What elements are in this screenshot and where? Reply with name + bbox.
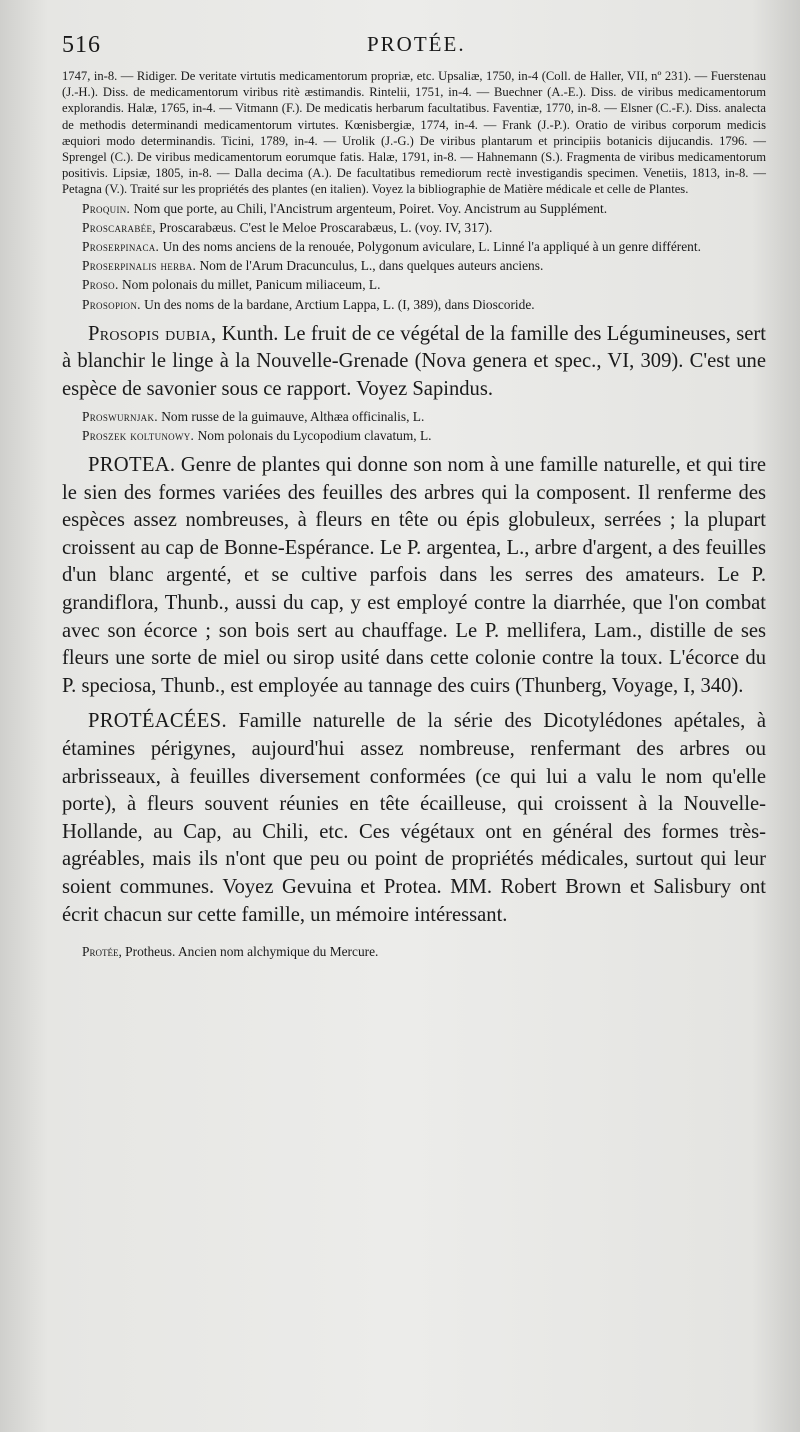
page-header (62, 28, 766, 68)
entry-proserpinalis-herba (62, 257, 766, 274)
entry-prosopion (62, 296, 766, 313)
entry-headword: Prosopis dubia, (88, 322, 217, 345)
entry-headword: Proquin. (82, 200, 131, 216)
entry-headword: PROTEA. (88, 454, 176, 477)
entry-protea (62, 452, 766, 700)
entry-headword: PROTÉACÉES. (88, 710, 227, 733)
entry-text: Proscarabæus. C'est le Meloe Proscarabæus, L. (voy. IV, 317). (159, 219, 493, 235)
entry-headword: Proszek koltunowy. (82, 427, 195, 443)
entry-text: Nom polonais du Lycopodium clavatum, L. (197, 427, 432, 443)
entry-proserpinaca (62, 238, 766, 255)
entry-text: Nom polonais du millet, Panicum miliaceum, L. (121, 277, 381, 293)
entry-proscarabee (62, 219, 766, 236)
entry-headword: Proserpinaca. (82, 239, 160, 255)
entry-headword: Protée, (82, 944, 122, 960)
entry-text: Nom que porte, au Chili, l'Ancistrum argenteum, Poiret. Voy. Ancistrum au Supplément. (133, 200, 608, 216)
entry-text: Kunth. Le fruit de ce végétal de la famille des Légumineuses, sert à blanchir le linge à la Nouvelle-Grenade (Nova genera et spec., VI, 309). C'est une espèce de savonier sous ce rapport. Voyez Sapindus. (62, 322, 766, 401)
entry-headword: Prosopion. (82, 296, 141, 312)
page-number: 516 (62, 32, 101, 58)
entry-prosopis-dubia (62, 321, 766, 404)
entry-text: Un des noms anciens de la renouée, Polygonum aviculare, L. Linné l'a appliqué à un genre différent. (162, 239, 701, 255)
entry-text: Protheus. Ancien nom alchymique du Mercure. (125, 944, 379, 960)
bibliography-paragraph: 1747, in-8. — Ridiger. De veritate virtutis medicamentorum propriæ, etc. Upsaliæ, 1750, in-4 (Coll. de Haller, VII, nº 231). — Fuerstenau (J.-H.). Diss. de medicamentorum viribus ritè æstimandis. Rintelii, 1751, in-4. — Buechner (A.-E.). Diss. de viribus medicamentorum explorandis. Halæ, 1765, in-4. — Vitmann (F.). De medicatis herbarum facultatibus. Faventiæ, 1770, in-8. — Elsner (C.-F.). Diss. analecta de methodis determinandi medicamentorum virtutes. Kœnisbergiæ, 1774, in-4. — Frank (J.-P.). Oratio de viribus corporum medicis æquiori modo determinandis. Ticini, 1789, in-4. — Urolik (J.-G.) De viribus plantarum et principiis botanicis dijucandis. 1796. — Sprengel (C.). De viribus medicamentorum eorumque fatis. Halæ, 1791, in-8. — Hahnemann (S.). Fragmenta de viribus medicamentorum positivis. Lipsiæ, 1805, in-8. — Dalla decima (A.). De facultatibus remediorum rectè investigandis specimen. Venetiis, 1813, in-8. — Petagna (V.). Traité sur les propriétés des plantes (en italien). Voyez la bibliographie de Matière médicale et celle de Plantes. (62, 69, 766, 197)
entry-protee (62, 943, 766, 960)
entry-proszek-koltunowy (62, 427, 766, 444)
entry-proquin (62, 200, 766, 217)
entry-text: Un des noms de la bardane, Arctium Lappa, L. (I, 389), dans Dioscoride. (144, 296, 535, 312)
entry-text: Nom russe de la guimauve, Althæa officinalis, L. (161, 408, 425, 424)
running-title: PROTÉE. (367, 32, 466, 56)
entry-proteacees (62, 708, 766, 929)
entry-headword: Proserpinalis herba. (82, 258, 197, 274)
entry-text: Famille naturelle de la série des Dicotylédones apétales, à étamines périgynes, aujourd'hui assez nombreuse, renfermant des arbres ou arbrisseaux, à feuilles diversement conformées (ce qui lui a valu le nom qu'elle porte), à fleurs souvent réunies en tête écailleuse, qui croissent à la Nouvelle-Hollande, au Cap, au Chili, etc. Ces végétaux ont en général des formes très-agréables, mais ils n'ont que peu ou point de propriétés médicales, surtout qui leur soient communes. Voyez Gevuina et Protea. MM. Robert Brown et Salisbury ont écrit chacun sur cette famille, un mémoire intéressant. (62, 710, 766, 926)
entry-text: Nom de l'Arum Dracunculus, L., dans quelques auteurs anciens. (199, 258, 544, 274)
entry-headword: Proscarabée, (82, 219, 156, 235)
entry-headword: Proswurnjak. (82, 408, 158, 424)
entry-proswurnjak (62, 408, 766, 425)
entry-headword: Proso. (82, 277, 119, 293)
entry-proso (62, 276, 766, 293)
entry-text: Genre de plantes qui donne son nom à une famille naturelle, et qui tire le sien des formes variées des feuilles des arbres qui la composent. Il renferme des espèces assez nombreuses, à fleurs en tête ou épis globuleux, serrées ; la plupart croissent au cap de Bonne-Espérance. Le P. argentea, L., arbre d'argent, a des feuilles d'un blanc argenté, et se cultive parfois dans les serres des amateurs. Le P. grandiflora, Thunb., aussi du cap, y est employé contre la diarrhée, que l'on combat avec son écorce ; son bois sert au chauffage. Le P. mellifera, Lam., distille de ses fleurs une sorte de miel ou sirop usité dans cette colonie contre la toux. L'écorce du P. speciosa, Thunb., est employée au tannage des cuirs (Thunberg, Voyage, I, 340). (62, 454, 767, 697)
